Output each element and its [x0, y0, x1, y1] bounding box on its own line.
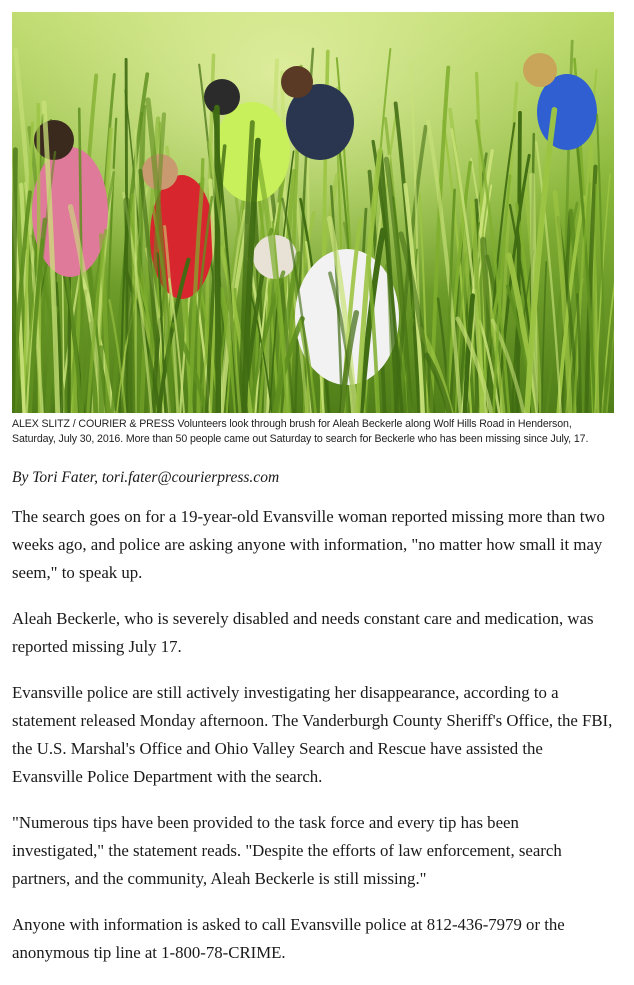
article-paragraph: "Numerous tips have been provided to the task force and every tip has been investigated," the statement reads. "Despite the efforts of law enforcement, search partners, and the community, Aleah Beckerle is still missing."	[12, 809, 614, 893]
photo-caption: ALEX SLITZ / COURIER & PRESS Volunteers look through brush for Aleah Beckerle along Wolf Hills Road in Henderson, Saturday, July 30, 2016. More than 50 people came out Saturday to search for Beckerle who has been missing since July, 17.	[12, 417, 612, 447]
article-paragraph: The search goes on for a 19-year-old Evansville woman reported missing more than two weeks ago, and police are asking anyone with information, "no matter how small it may seem," to speak up.	[12, 503, 614, 587]
search-volunteers-photo-icon	[12, 12, 614, 413]
article-paragraph: Aleah Beckerle, who is severely disabled and needs constant care and medication, was reported missing July 17.	[12, 605, 614, 661]
article-paragraph: Evansville police are still actively investigating her disappearance, according to a statement released Monday afternoon. The Vanderburgh County Sheriff's Office, the FBI, the U.S. Marshal's Office and Ohio Valley Search and Rescue have assisted the Evansville Police Department with the search.	[12, 679, 614, 791]
article	[12, 12, 614, 985]
grass-blade	[101, 348, 102, 413]
article-paragraph: Anyone with information is asked to call Evansville police at 812-436-7979 or the anonymous tip line at 1-800-78-CRIME.	[12, 911, 614, 967]
byline: By Tori Fater, tori.fater@courierpress.com	[12, 469, 614, 487]
grass-blade	[13, 150, 16, 413]
article-photo	[12, 12, 614, 413]
